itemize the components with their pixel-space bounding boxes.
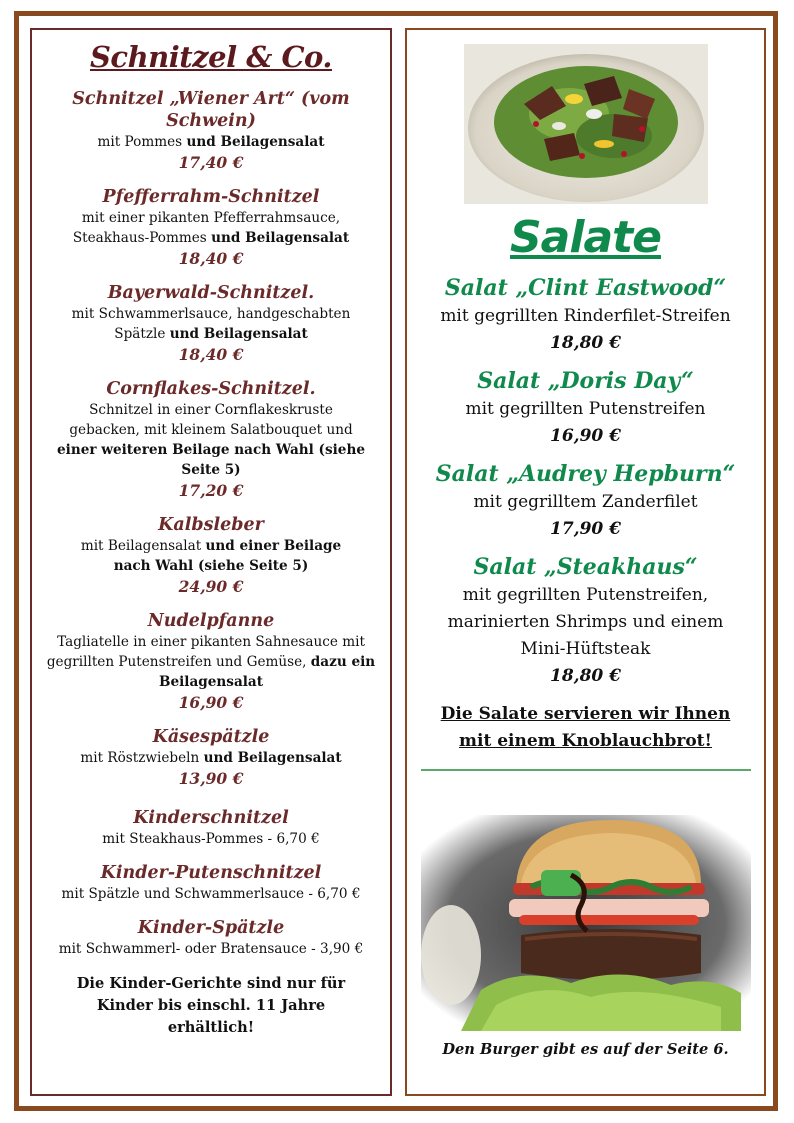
item-price: 18,40 € — [178, 249, 244, 268]
item-name: Pfefferrahm-Schnitzel — [102, 187, 320, 207]
kids-item — [32, 862, 390, 904]
menu-item — [32, 88, 390, 173]
schnitzel-panel — [30, 28, 392, 1096]
item-name: Kinder-Spätzle — [137, 918, 285, 938]
item-desc: mit gegrillten Rinderfilet-Streifen — [440, 306, 731, 326]
item-desc: mit Beilagensalat und einer Beilage nach Wahl (siehe Seite 5) — [80, 538, 342, 574]
menu-item — [32, 514, 390, 597]
item-desc: mit gegrillten Putenstreifen, marinierten Shrimps und einem Mini-Hüftsteak — [447, 585, 724, 659]
item-name: Kinder-Putenschnitzel — [100, 863, 322, 883]
item-desc: mit gegrilltem Zanderfilet — [473, 492, 698, 512]
item-name: Käsespätzle — [152, 727, 270, 747]
item-name: Cornflakes-Schnitzel. — [106, 379, 316, 399]
item-name: Salat „Doris Day“ — [477, 368, 694, 394]
kids-item — [32, 807, 390, 849]
salad-item — [407, 273, 764, 356]
item-desc: mit einer pikanten Pfefferrahmsauce, Steakhaus-Pommes und Beilagensalat — [72, 210, 350, 246]
item-desc: mit Schwammerlsauce, handgeschabten Spätzle und Beilagensalat — [71, 306, 351, 342]
schnitzel-heading: Schnitzel & Co. — [89, 40, 332, 74]
divider — [421, 769, 751, 771]
menu-item — [32, 378, 390, 501]
item-name: Kinderschnitzel — [133, 808, 289, 828]
salad-item — [407, 366, 764, 449]
item-desc: mit gegrillten Putenstreifen — [465, 399, 706, 419]
menu-item — [32, 610, 390, 713]
item-name: Salat „Steakhaus“ — [473, 554, 698, 580]
item-name: Bayerwald-Schnitzel. — [107, 283, 315, 303]
item-desc: mit Schwammerl- oder Bratensauce - 3,90 € — [58, 941, 364, 957]
salate-heading: Salate — [509, 212, 662, 263]
item-name: Schnitzel „Wiener Art“ (vom Schwein) — [72, 89, 350, 131]
kids-item — [32, 917, 390, 959]
item-name: Nudelpfanne — [147, 611, 275, 631]
salad-photo — [464, 44, 708, 204]
item-price: 13,90 € — [178, 769, 244, 788]
item-price: 17,20 € — [178, 481, 244, 500]
salad-panel — [405, 28, 766, 1096]
item-price: 18,80 € — [550, 666, 621, 686]
item-price: 24,90 € — [178, 577, 244, 596]
item-name: Salat „Clint Eastwood“ — [444, 275, 727, 301]
item-desc: Schnitzel in einer Cornflakeskruste gebacken, mit kleinem Salatbouquet und einer weiteren Beilage nach Wahl (siehe Seite 5) — [57, 402, 365, 478]
item-name: Kalbsleber — [158, 515, 264, 535]
item-price: 17,90 € — [550, 519, 621, 539]
menu-item — [32, 726, 390, 789]
item-desc: mit Pommes und Beilagensalat — [97, 134, 325, 150]
item-price: 16,90 € — [550, 426, 621, 446]
item-price: 18,40 € — [178, 345, 244, 364]
item-name: Salat „Audrey Hepburn“ — [435, 461, 736, 487]
item-desc: mit Röstzwiebeln und Beilagensalat — [80, 750, 342, 766]
salad-item — [407, 552, 764, 689]
item-desc: mit Steakhaus-Pommes - 6,70 € — [102, 831, 320, 847]
item-desc: Tagliatelle in einer pikanten Sahnesauce mit gegrillten Putenstreifen und Gemüse, dazu ein Beilagensalat — [46, 634, 376, 690]
kids-note: Die Kinder-Gerichte sind nur für Kinder bis einschl. 11 Jahre erhältlich! — [76, 975, 346, 1036]
item-price: 17,40 € — [178, 153, 244, 172]
menu-item — [32, 282, 390, 365]
burger-note: Den Burger gibt es auf der Seite 6. — [442, 1041, 729, 1058]
item-price: 18,80 € — [550, 333, 621, 353]
item-desc: mit Spätzle und Schwammerlsauce - 6,70 € — [61, 886, 361, 902]
burger-photo — [421, 815, 751, 1031]
menu-item — [32, 186, 390, 269]
bread-note: Die Salate servieren wir Ihnen mit einem Knoblauchbrot! — [440, 704, 731, 751]
item-price: 16,90 € — [178, 693, 244, 712]
salad-item — [407, 459, 764, 542]
